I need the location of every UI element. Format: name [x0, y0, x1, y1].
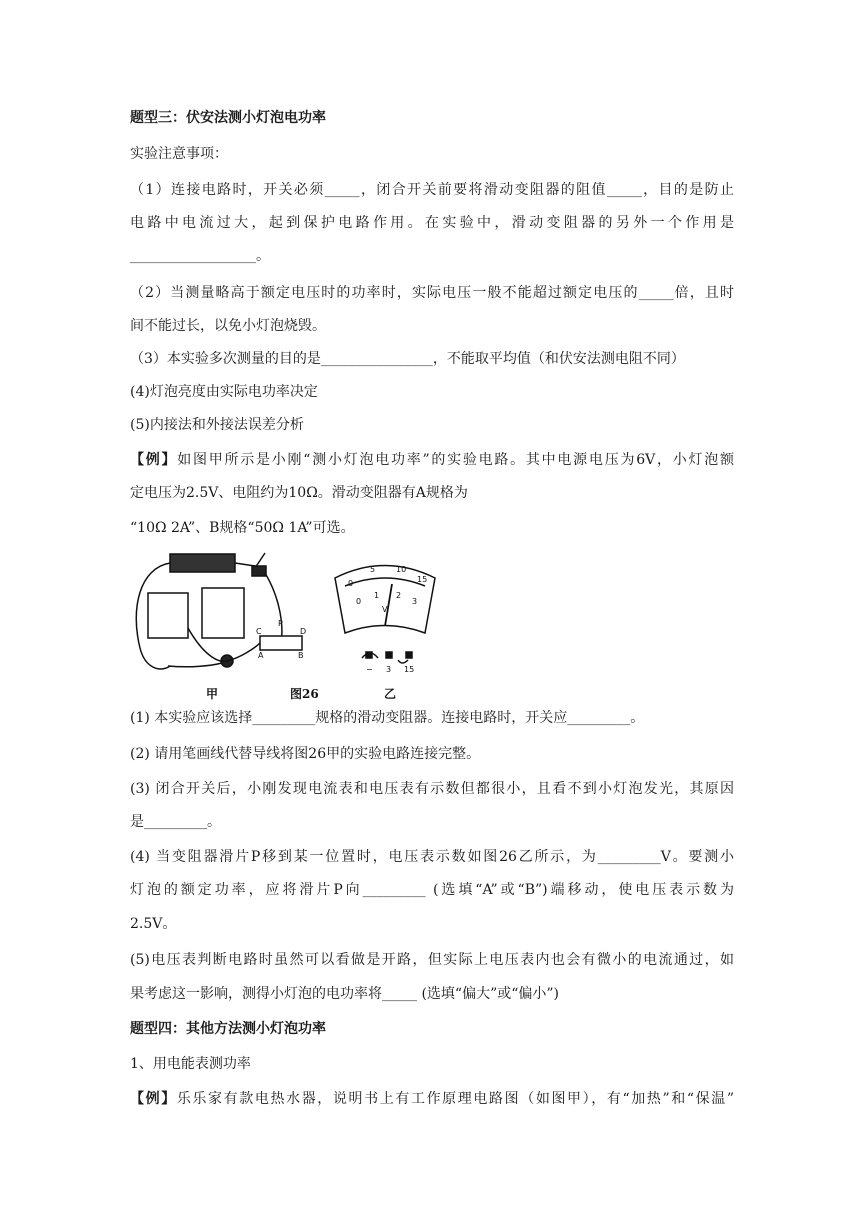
- section4-heading: 题型四：其他方法测小灯泡功率: [130, 1021, 326, 1037]
- question1: (1) 本实验应该选择_________规格的滑动变阻器。连接电路时，开关应_________。: [130, 710, 645, 726]
- scale-top-15: 15: [417, 575, 428, 584]
- circuit-and-meter-diagram: [130, 548, 460, 708]
- battery-icon: [170, 554, 235, 572]
- note1-line3: __________________。: [130, 248, 270, 264]
- example-line2: 定电压为2.5V、电阻约为10Ω。滑动变阻器有A规格为: [130, 485, 468, 501]
- terminal-3-icon: [386, 652, 392, 658]
- question3-line2: 是_________。: [130, 814, 221, 830]
- ammeter-icon: [148, 593, 188, 638]
- example-line3: “10Ω 2A”、B规格“50Ω 1A”可选。: [130, 520, 355, 536]
- section4-example: [130, 1089, 734, 1109]
- rheostat-label-p: P: [278, 619, 283, 628]
- terminal-15-icon: [406, 652, 412, 658]
- section4-example-text: 乐乐家有款电热水器，说明书上有工作原理电路图（如图甲），有“加热”和“保温”: [176, 1091, 734, 1107]
- rheostat-label-d: D: [300, 627, 307, 636]
- section4-example-tag: 【例】: [130, 1091, 177, 1107]
- section4-sub1: 1、用电能表测功率: [130, 1056, 251, 1072]
- example-tag: 【例】: [130, 452, 178, 468]
- note5: (5)内接法和外接法误差分析: [130, 417, 304, 433]
- question5-line2: 果考虑这一影响，测得小灯泡的电功率将_____ (选填“偏大”或“偏小”): [130, 986, 560, 1002]
- example-text: 如图甲所示是小刚“测小灯泡电功率”的实验电路。其中电源电压为6V，小灯泡额: [177, 452, 734, 468]
- scale-top-5: 5: [370, 565, 376, 574]
- voltmeter-icon: [202, 588, 244, 638]
- scale-bottom-0: 0: [356, 597, 362, 606]
- question4-line2: 灯泡的额定功率，应将滑片P向_________ (选填“A”或“B”)端移动，使电压表示数为: [130, 882, 734, 898]
- note2-line2: 间不能过长，以免小灯泡烧毁。: [130, 318, 326, 334]
- note1-line2: 电路中电流过大，起到保护电路作用。在实验中，滑动变阻器的另外一个作用是: [130, 215, 734, 231]
- question2: (2) 请用笔画线代替导线将图26甲的实验电路连接完整。: [130, 746, 481, 762]
- rheostat-label-a: A: [258, 651, 264, 660]
- wire-icon: [168, 663, 222, 667]
- note4: (4)灯泡亮度由实际电功率决定: [130, 384, 318, 400]
- terminal-wire-icon: [398, 660, 408, 663]
- scale-top-0: 0: [348, 579, 354, 588]
- terminal-label-neg: −: [366, 665, 373, 674]
- question5-line1: (5)电压表判断电路时虽然可以看做是开路，但实际上电压表内也会有微小的电流通过，如: [130, 952, 734, 968]
- section3-heading: 题型三：伏安法测小灯泡电功率: [130, 110, 326, 126]
- rheostat-label-b: B: [298, 651, 304, 660]
- example-line1: [130, 450, 734, 470]
- scale-bottom-1: 1: [374, 591, 380, 600]
- note3: （3）本实验多次测量的目的是________________，不能取平均值（和伏安法测电阻不同）: [130, 351, 685, 367]
- notes-title: 实验注意事项：: [130, 146, 228, 162]
- question4-line3: 2.5V。: [130, 916, 177, 932]
- question4-line1: (4) 当变阻器滑片P移到某一位置时，电压表示数如图26乙所示，为_________V。要测小: [130, 849, 734, 865]
- terminal-neg-icon: [366, 652, 372, 658]
- scale-bottom-3: 3: [412, 597, 418, 606]
- caption-figure-26: 图26: [290, 687, 319, 701]
- scale-bottom-2: 2: [396, 591, 402, 600]
- circuit-diagram: [136, 553, 302, 669]
- rheostat-label-c: C: [256, 627, 262, 636]
- question3-line1: (3) 闭合开关后，小刚发现电流表和电压表有示数但都很小，且看不到小灯泡发光，其原因: [130, 781, 734, 797]
- terminal-label-3: 3: [386, 665, 392, 674]
- caption-yi: 乙: [384, 687, 397, 701]
- figure-26: [130, 548, 460, 708]
- note1-line1: （1）连接电路时，开关必须_____，闭合开关前要将滑动变阻器的阻值_____，目的是防止: [130, 182, 734, 198]
- meter-unit: V: [382, 605, 388, 614]
- terminal-label-15: 15: [404, 665, 415, 674]
- note2-line1: （2）当测量略高于额定电压时的功率时，实际电压一般不能超过额定电压的_____倍，且时: [130, 285, 734, 301]
- caption-jia: 甲: [206, 687, 219, 701]
- rheostat-icon: [260, 636, 302, 650]
- figure-captions: [206, 687, 396, 701]
- scale-top-10: 10: [396, 565, 407, 574]
